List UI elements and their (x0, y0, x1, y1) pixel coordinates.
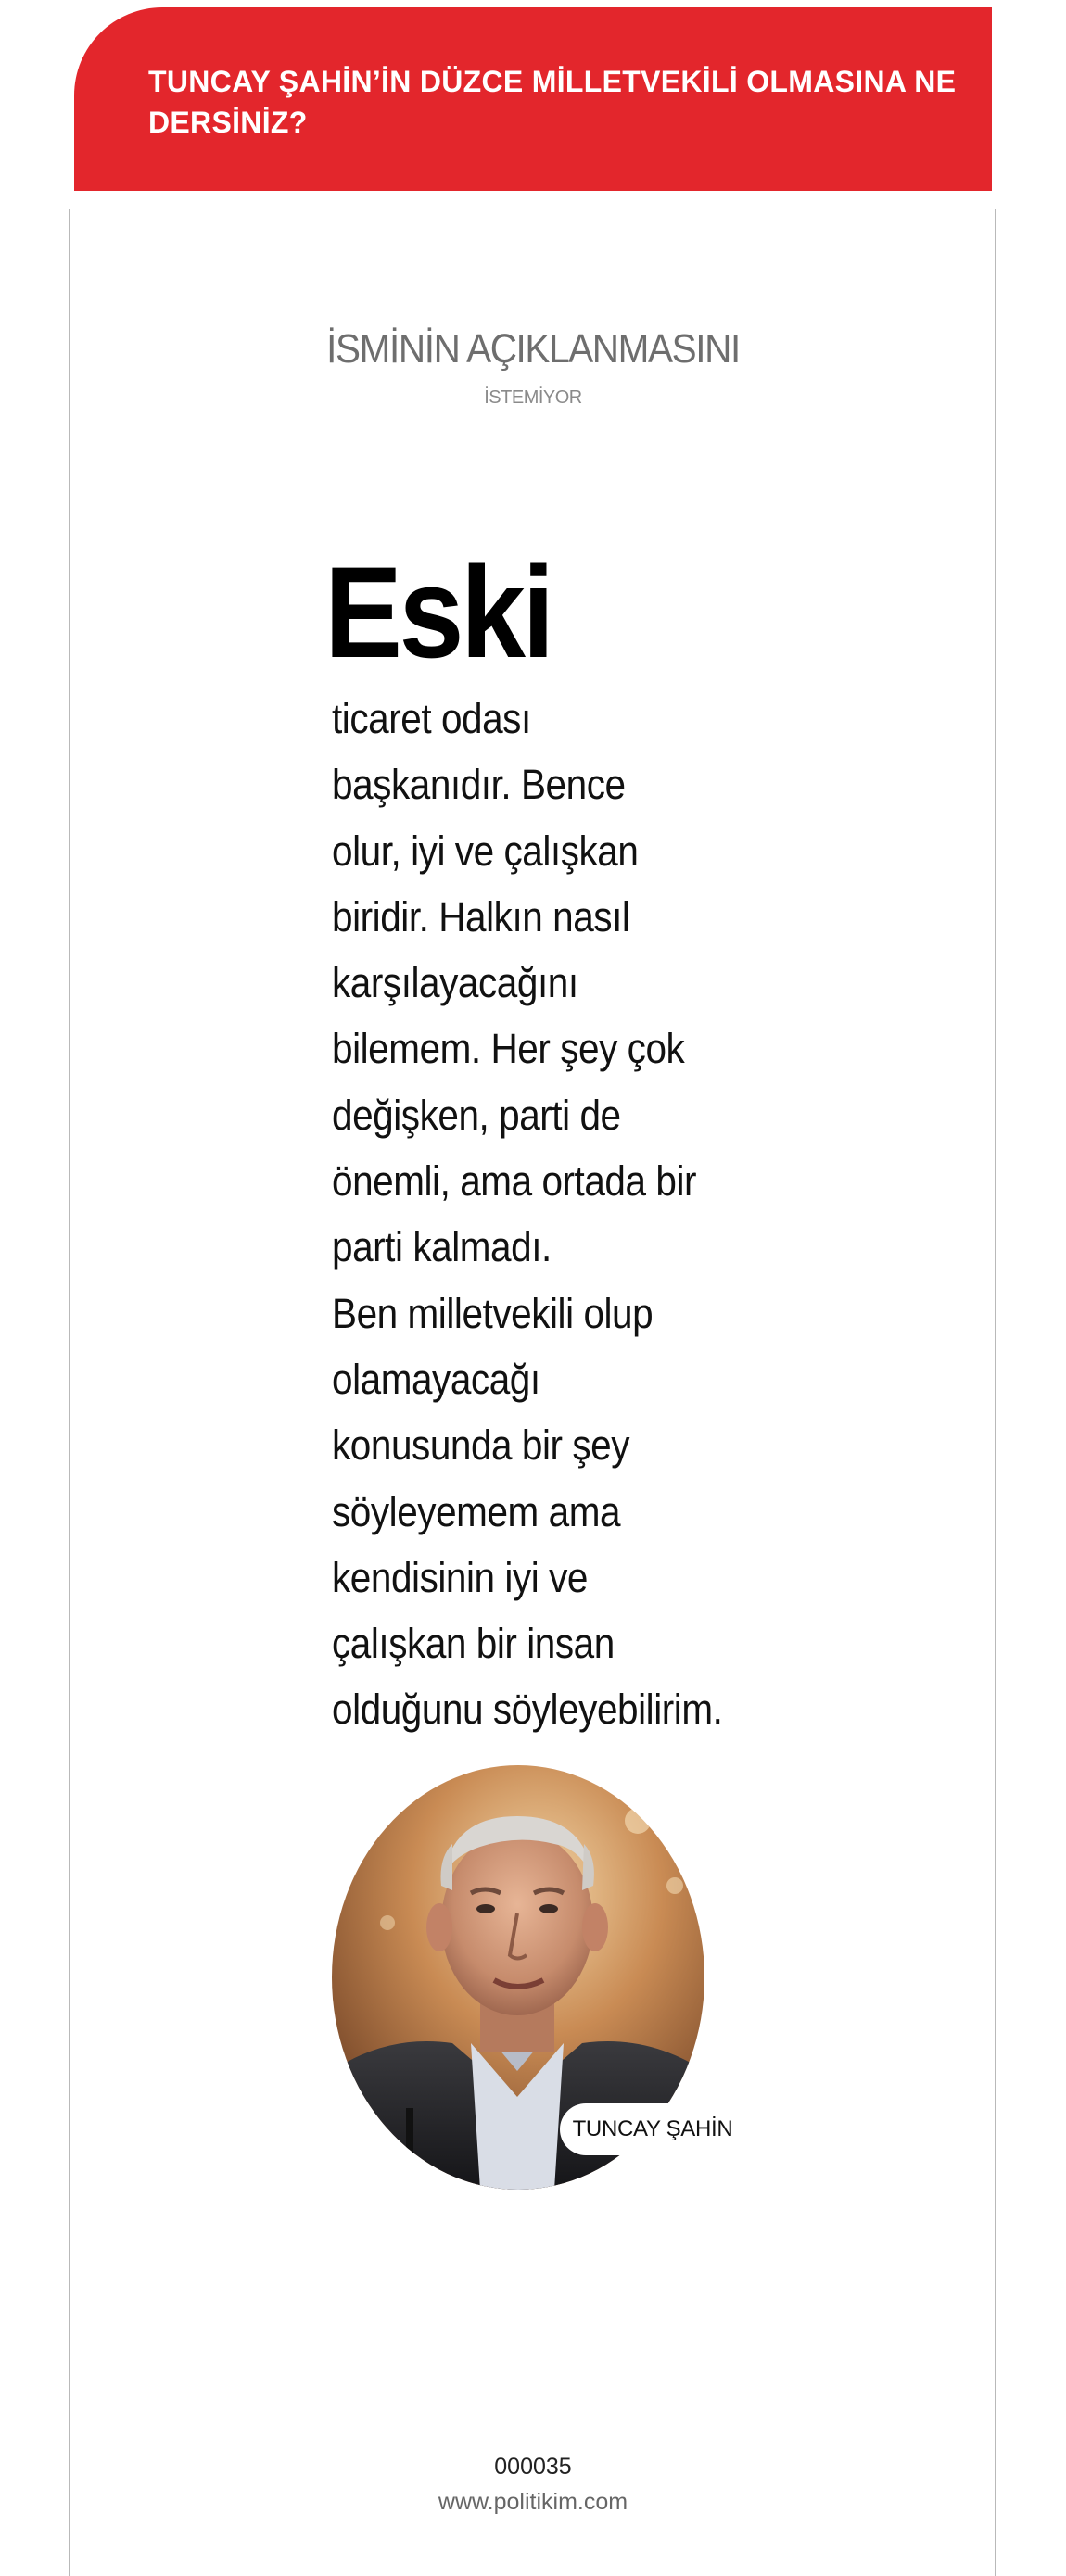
kicker-main: İSMİNİN AÇIKLANMASINI (326, 326, 740, 372)
footer-url[interactable]: www.politikim.com (438, 2489, 628, 2515)
quote-line: değişken, parti de (332, 1091, 621, 1139)
quote-lead-word: Eski (324, 539, 552, 685)
footer-code: 000035 (494, 2454, 572, 2480)
quote-line: bilemem. Her şey çok (332, 1025, 685, 1073)
header-banner (74, 7, 992, 191)
quote-line: biridir. Halkın nasıl (332, 892, 630, 941)
quote-line: Ben milletvekili olup (332, 1289, 654, 1337)
quote-line: çalışkan bir insan (332, 1620, 615, 1668)
frame-left-border (69, 209, 70, 2576)
quote-line: ticaret odası (332, 695, 531, 742)
quote-line: önemli, ama ortada bir (332, 1157, 697, 1206)
frame-right-border (995, 209, 996, 2576)
quote-line: olamayacağı (332, 1355, 540, 1403)
quote-line: başkanıdır. Bence (332, 761, 626, 809)
quote-line: konusunda bir şey (332, 1421, 630, 1470)
quote-body (332, 686, 814, 1743)
quote-line: söyleyemem ama (332, 1487, 621, 1535)
kicker-sub: İSTEMİYOR (484, 387, 582, 408)
quote-line: olur, iyi ve çalışkan (332, 827, 639, 875)
quote-line: parti kalmadı. (332, 1223, 552, 1271)
header-title: TUNCAY ŞAHİN’İN DÜZCE MİLLETVEKİLİ OLMASINA NE DERSİNİZ? (148, 65, 957, 139)
portrait-name-tag: TUNCAY ŞAHİN (560, 2103, 745, 2155)
quote-line: kendisinin iyi ve (332, 1553, 588, 1601)
quote-line: karşılayacağını (332, 959, 578, 1007)
quote-line: olduğunu söyleyebilirim. (332, 1686, 723, 1734)
